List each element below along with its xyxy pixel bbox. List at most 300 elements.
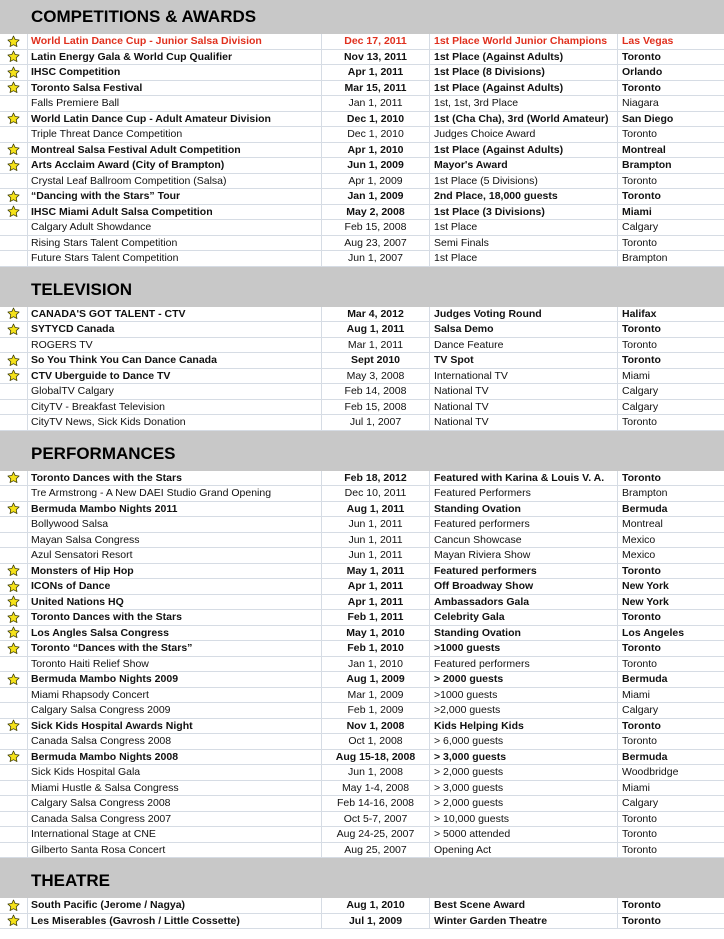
event-date: Feb 1, 2010 bbox=[322, 641, 430, 656]
event-name: Mayan Salsa Congress bbox=[28, 533, 322, 548]
event-date: Apr 1, 2009 bbox=[322, 174, 430, 189]
table-row bbox=[0, 914, 724, 930]
event-result: Judges Choice Award bbox=[430, 127, 618, 142]
event-result: > 10,000 guests bbox=[430, 812, 618, 827]
event-date: Apr 1, 2011 bbox=[322, 65, 430, 80]
event-date: Aug 1, 2011 bbox=[322, 502, 430, 517]
table-row bbox=[0, 688, 724, 704]
section-title: PERFORMANCES bbox=[0, 437, 724, 471]
event-location: Los Angeles bbox=[622, 626, 685, 639]
event-date: Sept 2010 bbox=[322, 353, 430, 368]
star-cell bbox=[0, 471, 28, 486]
table-row bbox=[0, 672, 724, 688]
star-cell bbox=[0, 517, 28, 532]
event-location: Brampton bbox=[622, 159, 672, 172]
table-row bbox=[0, 796, 724, 812]
star-cell bbox=[0, 34, 28, 49]
event-location: Toronto bbox=[622, 323, 661, 336]
event-name: ROGERS TV bbox=[28, 338, 322, 353]
event-date: Mar 15, 2011 bbox=[322, 81, 430, 96]
event-result: Cancun Showcase bbox=[430, 533, 618, 548]
event-date: Aug 1, 2011 bbox=[322, 322, 430, 337]
event-name: Bermuda Mambo Nights 2011 bbox=[28, 502, 322, 517]
star-cell bbox=[0, 548, 28, 563]
star-cell bbox=[0, 641, 28, 656]
event-location: Toronto bbox=[622, 354, 661, 367]
event-location: Bermuda bbox=[622, 673, 668, 686]
event-result: 1st (Cha Cha), 3rd (World Amateur) bbox=[430, 112, 618, 127]
star-cell bbox=[0, 579, 28, 594]
event-name: United Nations HQ bbox=[28, 595, 322, 610]
event-location: Toronto bbox=[622, 50, 661, 63]
event-location: Toronto bbox=[622, 564, 661, 577]
star-cell bbox=[0, 65, 28, 80]
table-row bbox=[0, 548, 724, 564]
star-icon bbox=[7, 626, 20, 639]
event-location: Toronto bbox=[622, 899, 661, 912]
star-icon bbox=[7, 205, 20, 218]
table-row bbox=[0, 369, 724, 385]
event-result: > 2000 guests bbox=[430, 672, 618, 687]
star-icon bbox=[7, 750, 20, 763]
event-name: Calgary Adult Showdance bbox=[28, 220, 322, 235]
event-location: New York bbox=[622, 595, 669, 608]
star-cell bbox=[0, 205, 28, 220]
event-result: TV Spot bbox=[430, 353, 618, 368]
star-icon bbox=[7, 580, 20, 593]
star-cell bbox=[0, 112, 28, 127]
event-name: Latin Energy Gala & World Cup Qualifier bbox=[28, 50, 322, 65]
event-date: Nov 1, 2008 bbox=[322, 719, 430, 734]
event-location: Toronto bbox=[622, 338, 658, 351]
star-cell bbox=[0, 251, 28, 266]
event-date: Jan 1, 2009 bbox=[322, 189, 430, 204]
table-row bbox=[0, 220, 724, 236]
star-cell bbox=[0, 533, 28, 548]
star-icon bbox=[7, 354, 20, 367]
event-date: Dec 10, 2011 bbox=[322, 486, 430, 501]
table-row bbox=[0, 471, 724, 487]
event-result: Best Scene Award bbox=[430, 898, 618, 913]
event-date: Apr 1, 2010 bbox=[322, 143, 430, 158]
event-location: Toronto bbox=[622, 416, 658, 429]
event-location: Calgary bbox=[622, 400, 659, 413]
event-location: Toronto bbox=[622, 735, 658, 748]
event-result: 1st Place World Junior Champions bbox=[430, 34, 618, 49]
event-location: Toronto bbox=[622, 828, 658, 841]
event-result: 1st Place (Against Adults) bbox=[430, 50, 618, 65]
event-name: Azul Sensatori Resort bbox=[28, 548, 322, 563]
table-row bbox=[0, 734, 724, 750]
star-icon bbox=[7, 112, 20, 125]
event-result: 2nd Place, 18,000 guests bbox=[430, 189, 618, 204]
star-cell bbox=[0, 898, 28, 913]
star-cell bbox=[0, 158, 28, 173]
table-row bbox=[0, 189, 724, 205]
event-result: 1st Place (8 Divisions) bbox=[430, 65, 618, 80]
event-date: Jun 1, 2009 bbox=[322, 158, 430, 173]
event-date: Apr 1, 2011 bbox=[322, 579, 430, 594]
event-date: Aug 23, 2007 bbox=[322, 236, 430, 251]
event-result: 1st Place bbox=[430, 220, 618, 235]
table-row bbox=[0, 96, 724, 112]
event-name: Triple Threat Dance Competition bbox=[28, 127, 322, 142]
event-date: Jun 1, 2007 bbox=[322, 251, 430, 266]
event-name: Toronto Dances with the Stars bbox=[28, 610, 322, 625]
event-name: Toronto Salsa Festival bbox=[28, 81, 322, 96]
event-result: Featured Performers bbox=[430, 486, 618, 501]
event-location: Miami bbox=[622, 205, 652, 218]
event-date: Jun 1, 2011 bbox=[322, 517, 430, 532]
event-date: Aug 25, 2007 bbox=[322, 843, 430, 858]
star-cell bbox=[0, 688, 28, 703]
event-name: Montreal Salsa Festival Adult Competition bbox=[28, 143, 322, 158]
event-date: Dec 17, 2011 bbox=[322, 34, 430, 49]
event-location: Miami bbox=[622, 781, 650, 794]
star-cell bbox=[0, 595, 28, 610]
table-row bbox=[0, 657, 724, 673]
table-row bbox=[0, 502, 724, 518]
event-name: International Stage at CNE bbox=[28, 827, 322, 842]
event-result: National TV bbox=[430, 400, 618, 415]
table-row bbox=[0, 765, 724, 781]
event-date: Mar 1, 2011 bbox=[322, 338, 430, 353]
table-row bbox=[0, 626, 724, 642]
event-date: Feb 15, 2008 bbox=[322, 220, 430, 235]
event-location: Toronto bbox=[622, 719, 661, 732]
event-date: Jan 1, 2010 bbox=[322, 657, 430, 672]
event-name: CANADA'S GOT TALENT - CTV bbox=[28, 307, 322, 322]
event-result: > 6,000 guests bbox=[430, 734, 618, 749]
star-icon bbox=[7, 471, 20, 484]
event-location: Bermuda bbox=[622, 750, 668, 763]
star-icon bbox=[7, 81, 20, 94]
star-icon bbox=[7, 307, 20, 320]
table-row bbox=[0, 750, 724, 766]
event-date: Feb 15, 2008 bbox=[322, 400, 430, 415]
event-date: Feb 14-16, 2008 bbox=[322, 796, 430, 811]
event-location: Montreal bbox=[622, 143, 666, 156]
event-name: Toronto “Dances with the Stars” bbox=[28, 641, 322, 656]
star-cell bbox=[0, 914, 28, 929]
event-name: Gilberto Santa Rosa Concert bbox=[28, 843, 322, 858]
event-result: Ambassadors Gala bbox=[430, 595, 618, 610]
event-result: Semi Finals bbox=[430, 236, 618, 251]
event-result: Opening Act bbox=[430, 843, 618, 858]
star-cell bbox=[0, 174, 28, 189]
event-result: >1000 guests bbox=[430, 641, 618, 656]
event-result: International TV bbox=[430, 369, 618, 384]
table-row bbox=[0, 703, 724, 719]
event-location: Toronto bbox=[622, 174, 658, 187]
event-location: Las Vegas bbox=[622, 35, 674, 48]
event-date: Jun 1, 2008 bbox=[322, 765, 430, 780]
event-result: 1st Place bbox=[430, 251, 618, 266]
star-cell bbox=[0, 96, 28, 111]
event-location: Toronto bbox=[622, 642, 661, 655]
event-result: >2,000 guests bbox=[430, 703, 618, 718]
event-date: Jul 1, 2007 bbox=[322, 415, 430, 430]
event-date: May 3, 2008 bbox=[322, 369, 430, 384]
table-row bbox=[0, 353, 724, 369]
event-name: Rising Stars Talent Competition bbox=[28, 236, 322, 251]
table-row bbox=[0, 781, 724, 797]
star-cell bbox=[0, 338, 28, 353]
star-cell bbox=[0, 610, 28, 625]
event-date: Aug 15-18, 2008 bbox=[322, 750, 430, 765]
event-date: Aug 24-25, 2007 bbox=[322, 827, 430, 842]
star-cell bbox=[0, 384, 28, 399]
event-result: 1st Place (Against Adults) bbox=[430, 143, 618, 158]
event-location: Calgary bbox=[622, 704, 659, 717]
event-name: “Dancing with the Stars” Tour bbox=[28, 189, 322, 204]
star-icon bbox=[7, 673, 20, 686]
star-cell bbox=[0, 626, 28, 641]
event-date: May 1-4, 2008 bbox=[322, 781, 430, 796]
event-name: ICONs of Dance bbox=[28, 579, 322, 594]
event-result: > 5000 attended bbox=[430, 827, 618, 842]
star-icon bbox=[7, 50, 20, 63]
event-location: Halifax bbox=[622, 307, 657, 320]
event-location: Bermuda bbox=[622, 502, 668, 515]
star-cell bbox=[0, 369, 28, 384]
star-icon bbox=[7, 369, 20, 382]
event-result: > 3,000 guests bbox=[430, 781, 618, 796]
event-location: Toronto bbox=[622, 657, 658, 670]
star-cell bbox=[0, 796, 28, 811]
star-icon bbox=[7, 564, 20, 577]
event-location: Woodbridge bbox=[622, 766, 679, 779]
star-cell bbox=[0, 657, 28, 672]
table-row bbox=[0, 143, 724, 159]
table-row bbox=[0, 812, 724, 828]
event-name: Miami Hustle & Salsa Congress bbox=[28, 781, 322, 796]
event-location: Montreal bbox=[622, 518, 663, 531]
event-name: SYTYCD Canada bbox=[28, 322, 322, 337]
event-date: Aug 1, 2009 bbox=[322, 672, 430, 687]
event-date: May 2, 2008 bbox=[322, 205, 430, 220]
event-name: Canada Salsa Congress 2007 bbox=[28, 812, 322, 827]
event-name: Future Stars Talent Competition bbox=[28, 251, 322, 266]
table-row bbox=[0, 610, 724, 626]
event-name: CTV Uberguide to Dance TV bbox=[28, 369, 322, 384]
star-cell bbox=[0, 127, 28, 142]
event-date: Apr 1, 2011 bbox=[322, 595, 430, 610]
table-row bbox=[0, 843, 724, 859]
event-location: Mexico bbox=[622, 549, 656, 562]
event-date: Mar 4, 2012 bbox=[322, 307, 430, 322]
star-cell bbox=[0, 415, 28, 430]
event-name: Bermuda Mambo Nights 2008 bbox=[28, 750, 322, 765]
event-name: CityTV News, Sick Kids Donation bbox=[28, 415, 322, 430]
table-row bbox=[0, 65, 724, 81]
event-date: Jan 1, 2011 bbox=[322, 96, 430, 111]
star-icon bbox=[7, 642, 20, 655]
event-location: Toronto bbox=[622, 611, 661, 624]
event-result: > 2,000 guests bbox=[430, 765, 618, 780]
star-icon bbox=[7, 190, 20, 203]
section-title: COMPETITIONS & AWARDS bbox=[0, 0, 724, 34]
event-name: IHSC Miami Adult Salsa Competition bbox=[28, 205, 322, 220]
star-cell bbox=[0, 827, 28, 842]
event-date: Mar 1, 2009 bbox=[322, 688, 430, 703]
star-cell bbox=[0, 220, 28, 235]
event-location: Toronto bbox=[622, 914, 661, 927]
event-result: Judges Voting Round bbox=[430, 307, 618, 322]
star-cell bbox=[0, 843, 28, 858]
star-icon bbox=[7, 595, 20, 608]
table-row bbox=[0, 205, 724, 221]
event-location: New York bbox=[622, 580, 669, 593]
event-date: Jun 1, 2011 bbox=[322, 533, 430, 548]
star-icon bbox=[7, 914, 20, 927]
star-icon bbox=[7, 502, 20, 515]
event-location: Toronto bbox=[622, 128, 658, 141]
event-result: Standing Ovation bbox=[430, 502, 618, 517]
event-result: National TV bbox=[430, 415, 618, 430]
event-date: May 1, 2010 bbox=[322, 626, 430, 641]
table-row bbox=[0, 579, 724, 595]
event-result: 1st Place (Against Adults) bbox=[430, 81, 618, 96]
table-row bbox=[0, 322, 724, 338]
event-location: Toronto bbox=[622, 812, 658, 825]
event-location: Calgary bbox=[622, 797, 659, 810]
event-name: Toronto Haiti Relief Show bbox=[28, 657, 322, 672]
table-row bbox=[0, 251, 724, 267]
table-row bbox=[0, 338, 724, 354]
event-date: Feb 1, 2011 bbox=[322, 610, 430, 625]
event-name: Les Miserables (Gavrosh / Little Cossette) bbox=[28, 914, 322, 929]
star-cell bbox=[0, 765, 28, 780]
table-row bbox=[0, 384, 724, 400]
event-name: World Latin Dance Cup - Adult Amateur Division bbox=[28, 112, 322, 127]
event-date: May 1, 2011 bbox=[322, 564, 430, 579]
star-cell bbox=[0, 81, 28, 96]
event-result: >1000 guests bbox=[430, 688, 618, 703]
event-name: GlobalTV Calgary bbox=[28, 384, 322, 399]
star-cell bbox=[0, 486, 28, 501]
event-name: Miami Rhapsody Concert bbox=[28, 688, 322, 703]
event-name: Canada Salsa Congress 2008 bbox=[28, 734, 322, 749]
table-row bbox=[0, 34, 724, 50]
table-row bbox=[0, 81, 724, 97]
star-cell bbox=[0, 564, 28, 579]
event-name: Calgary Salsa Congress 2009 bbox=[28, 703, 322, 718]
event-result: Featured performers bbox=[430, 657, 618, 672]
table-row bbox=[0, 898, 724, 914]
event-date: Feb 14, 2008 bbox=[322, 384, 430, 399]
event-date: Oct 1, 2008 bbox=[322, 734, 430, 749]
table-row bbox=[0, 564, 724, 580]
event-name: Falls Premiere Ball bbox=[28, 96, 322, 111]
event-result: National TV bbox=[430, 384, 618, 399]
event-location: Brampton bbox=[622, 252, 668, 265]
star-cell bbox=[0, 50, 28, 65]
star-cell bbox=[0, 322, 28, 337]
table-row bbox=[0, 112, 724, 128]
event-name: Crystal Leaf Ballroom Competition (Salsa) bbox=[28, 174, 322, 189]
event-result: Featured performers bbox=[430, 564, 618, 579]
star-cell bbox=[0, 307, 28, 322]
event-location: Orlando bbox=[622, 66, 663, 79]
star-cell bbox=[0, 719, 28, 734]
star-icon bbox=[7, 66, 20, 79]
event-result: Mayor's Award bbox=[430, 158, 618, 173]
table-row bbox=[0, 719, 724, 735]
event-name: Sick Kids Hospital Gala bbox=[28, 765, 322, 780]
section-title: THEATRE bbox=[0, 864, 724, 898]
table-row bbox=[0, 641, 724, 657]
event-date: Dec 1, 2010 bbox=[322, 112, 430, 127]
star-cell bbox=[0, 236, 28, 251]
event-date: Feb 1, 2009 bbox=[322, 703, 430, 718]
event-location: Miami bbox=[622, 369, 650, 382]
event-location: Toronto bbox=[622, 190, 661, 203]
star-cell bbox=[0, 812, 28, 827]
event-date: Jul 1, 2009 bbox=[322, 914, 430, 929]
star-icon bbox=[7, 143, 20, 156]
star-cell bbox=[0, 189, 28, 204]
event-date: Feb 18, 2012 bbox=[322, 471, 430, 486]
star-cell bbox=[0, 734, 28, 749]
event-result: Dance Feature bbox=[430, 338, 618, 353]
event-name: Tre Armstrong - A New DAEI Studio Grand Opening bbox=[28, 486, 322, 501]
event-result: 1st, 1st, 3rd Place bbox=[430, 96, 618, 111]
event-date: Jun 1, 2011 bbox=[322, 548, 430, 563]
event-result: Mayan Riviera Show bbox=[430, 548, 618, 563]
event-name: South Pacific (Jerome / Nagya) bbox=[28, 898, 322, 913]
event-result: 1st Place (5 Divisions) bbox=[430, 174, 618, 189]
event-result: Winter Garden Theatre bbox=[430, 914, 618, 929]
event-result: Kids Helping Kids bbox=[430, 719, 618, 734]
table-row bbox=[0, 533, 724, 549]
table-row bbox=[0, 158, 724, 174]
event-location: Calgary bbox=[622, 221, 659, 234]
event-name: Los Angles Salsa Congress bbox=[28, 626, 322, 641]
event-result: Featured performers bbox=[430, 517, 618, 532]
event-location: Toronto bbox=[622, 236, 658, 249]
event-name: Bermuda Mambo Nights 2009 bbox=[28, 672, 322, 687]
event-name: IHSC Competition bbox=[28, 65, 322, 80]
event-result: > 2,000 guests bbox=[430, 796, 618, 811]
table-row bbox=[0, 174, 724, 190]
table-row bbox=[0, 827, 724, 843]
star-icon bbox=[7, 159, 20, 172]
event-result: 1st Place (3 Divisions) bbox=[430, 205, 618, 220]
event-name: Sick Kids Hospital Awards Night bbox=[28, 719, 322, 734]
table-row bbox=[0, 127, 724, 143]
star-icon bbox=[7, 899, 20, 912]
table-row bbox=[0, 50, 724, 66]
table-row bbox=[0, 595, 724, 611]
star-cell bbox=[0, 400, 28, 415]
event-date: Dec 1, 2010 bbox=[322, 127, 430, 142]
event-location: San Diego bbox=[622, 112, 674, 125]
table-row bbox=[0, 517, 724, 533]
star-cell bbox=[0, 781, 28, 796]
event-result: Off Broadway Show bbox=[430, 579, 618, 594]
event-location: Toronto bbox=[622, 471, 661, 484]
star-cell bbox=[0, 353, 28, 368]
event-name: So You Think You Can Dance Canada bbox=[28, 353, 322, 368]
star-icon bbox=[7, 611, 20, 624]
event-location: Mexico bbox=[622, 533, 656, 546]
event-name: CityTV - Breakfast Television bbox=[28, 400, 322, 415]
table-row bbox=[0, 236, 724, 252]
star-icon bbox=[7, 35, 20, 48]
section-title: TELEVISION bbox=[0, 273, 724, 307]
event-name: Monsters of Hip Hop bbox=[28, 564, 322, 579]
